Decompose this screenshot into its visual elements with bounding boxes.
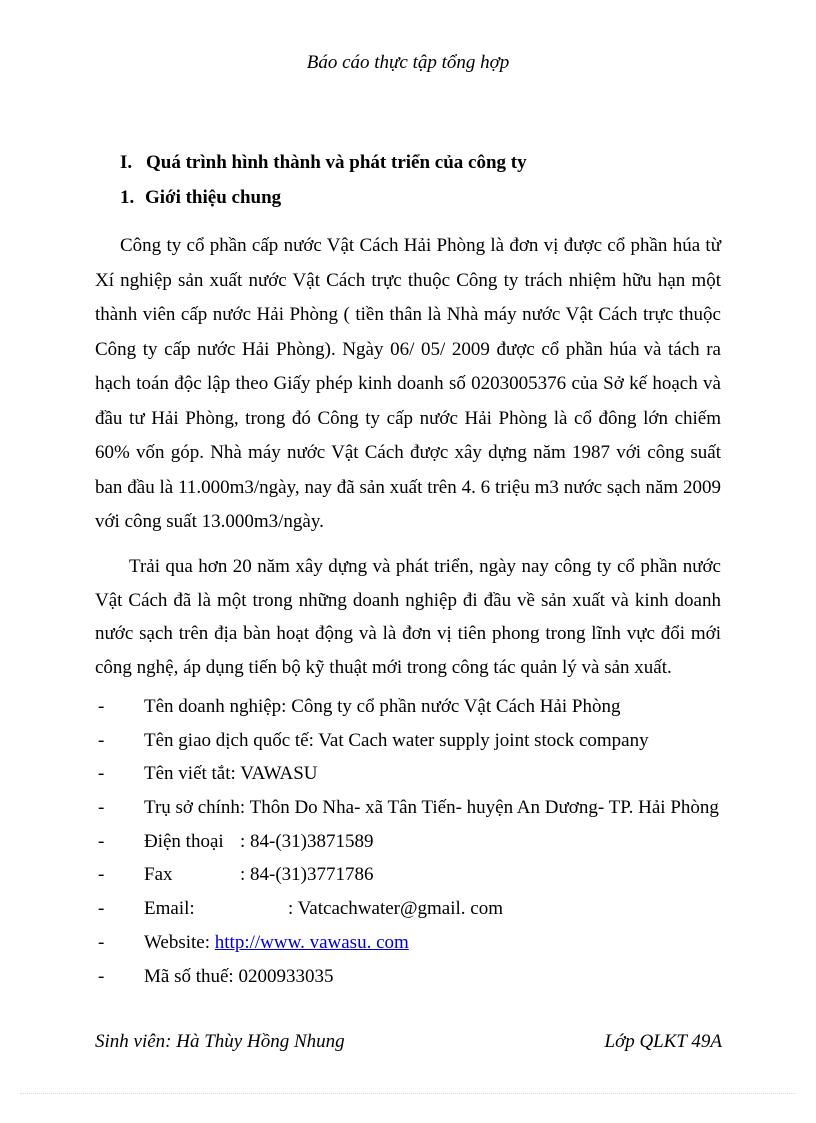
- section-title: Quá trình hình thành và phát triển của công ty: [146, 152, 527, 173]
- list-item-short-name: [98, 757, 738, 791]
- list-item-company-name: [98, 690, 738, 724]
- phone-value: : 84-(31)3871589: [240, 830, 374, 852]
- bullet-dash: -: [98, 898, 105, 920]
- fax-label: Fax: [144, 864, 173, 886]
- bullet-dash: -: [98, 864, 105, 886]
- bullet-dash: -: [98, 965, 105, 987]
- footer-class: Lớp QLKT 49A: [604, 1031, 722, 1052]
- page-header: Báo cáo thực tập tổng hợp: [306, 52, 510, 73]
- list-item-fax: [98, 858, 738, 892]
- history-paragraph: Trải qua hơn 20 năm xây dựng và phát triển, ngày nay công ty cổ phần nước Vật Cách đã là một trong những doanh nghiệp đi đầu về sản xuất và kinh doanh nước sạch trên địa bàn hoạt động và là đơn vị tiên phong trong lĩnh vực đổi mới công nghệ, áp dụng tiến bộ kỹ thuật mới trong công tác quản lý và sản xuất.: [95, 556, 721, 678]
- website-label: Website:: [144, 931, 215, 953]
- bullet-dash: -: [98, 931, 105, 953]
- list-item-email: [98, 892, 738, 926]
- bullet-dash: -: [98, 830, 105, 852]
- subsection-number: 1.: [120, 187, 135, 208]
- section-number: I.: [120, 152, 133, 173]
- bullet-dash: -: [98, 696, 105, 717]
- list-item-phone: [98, 825, 738, 859]
- bullet-dash: -: [98, 797, 105, 819]
- email-value: : Vatcachwater@gmail. com: [288, 898, 503, 920]
- page-bottom-divider: [20, 1093, 796, 1094]
- short-name-text: Tên viết tắt: VAWASU: [144, 763, 318, 785]
- fax-value: : 84-(31)3771786: [240, 864, 374, 886]
- list-item-trade-name: [98, 724, 738, 758]
- email-label: Email:: [144, 898, 195, 920]
- intro-paragraph: Công ty cổ phần cấp nước Vật Cách Hải Phòng là đơn vị được cổ phần húa từ Xí nghiệp sản xuất nước Vật Cách trực thuộc Công ty trách nhiệm hữu hạn một thành viên cấp nước Hải Phòng ( tiền thân là Nhà máy nước Vật Cách trực thuộc Công ty cấp nước Hải Phòng). Ngày 06/ 05/ 2009 được cổ phần húa và tách ra hạch toán độc lập theo Giấy phép kinh doanh số 0203005376 của Sở kế hoạch và đầu tư Hải Phòng, trong đó Công ty cấp nước Hải Phòng là cổ đông lớn chiếm 60% vốn góp. Nhà máy nước Vật Cách được xây dựng năm 1987 với công suất ban đầu là 11.000m3/ngày, nay đã sản xuất trên 4. 6 triệu m3 nước sạch năm 2009 với công suất 13.000m3/ngày.: [95, 235, 721, 532]
- list-item-head-office: [98, 791, 738, 825]
- bullet-dash: -: [98, 729, 105, 751]
- phone-label: Điện thoại: [144, 830, 224, 852]
- company-name-text: Tên doanh nghiệp: Công ty cổ phần nước Vật Cách Hải Phòng: [144, 696, 621, 717]
- subsection-title: Giới thiệu chung: [145, 187, 282, 208]
- list-item-website: [98, 926, 738, 960]
- website-link[interactable]: http://www. vawasu. com: [214, 931, 409, 953]
- subsection-heading: [120, 187, 281, 209]
- trade-name-text: Tên giao dịch quốc tế: Vat Cach water supply joint stock company: [144, 729, 649, 751]
- head-office-text: Trụ sở chính: Thôn Do Nha- xã Tân Tiến- huyện An Dương- TP. Hải Phòng: [144, 797, 719, 819]
- list-item-tax-code: [98, 960, 738, 994]
- company-info-list: [98, 690, 738, 993]
- footer-student: Sinh viên: Hà Thùy Hồng Nhung: [95, 1031, 345, 1052]
- tax-code-text: Mã số thuế: 0200933035: [144, 965, 334, 987]
- bullet-dash: -: [98, 763, 105, 785]
- section-heading: [120, 152, 527, 174]
